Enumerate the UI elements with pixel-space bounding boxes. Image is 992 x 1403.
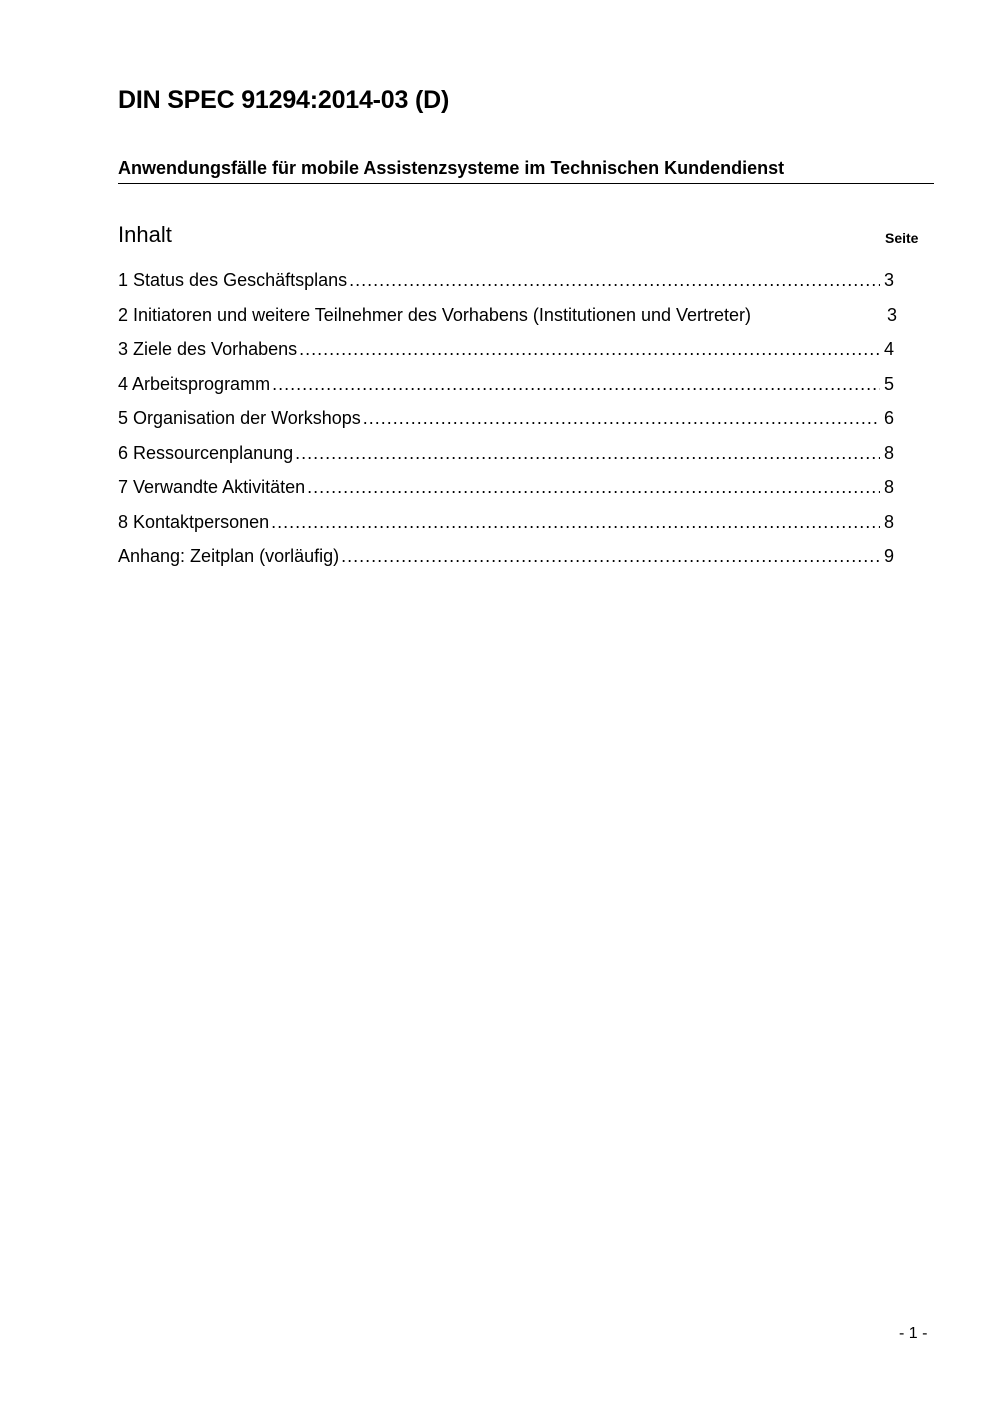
toc-entry-title: 1 Status des Geschäftsplans [118,270,348,290]
toc-entry-page: 8 [883,511,894,532]
toc-entry-verwandte-aktivitaeten[interactable] [118,475,894,510]
toc-dot-leader [271,510,880,534]
toc-entry-ressourcenplanung[interactable] [118,441,894,476]
toc-entry-title: 5 Organisation der Workshops [118,408,361,428]
toc-entry-title: 2 Initiatoren und weitere Teilnehmer des Vorhabens (Institutionen und Vertreter) [118,304,752,325]
toc-entry-arbeitsprogramm[interactable] [118,372,894,407]
toc-entry-title: 7 Verwandte Aktivitäten [118,477,306,497]
toc-entry-page: 6 [883,408,894,428]
toc-entry-title: 4 Arbeitsprogramm [118,373,271,394]
toc-entry-page: 3 [883,270,894,290]
toc-entry-page: 5 [883,373,894,394]
document-subtitle: Anwendungsfälle für mobile Assistenzsysteme im Technischen Kundendienst [118,158,785,178]
toc-page-column-label: Seite [885,230,919,246]
toc-dot-leader [299,337,880,361]
toc-dot-leader [295,441,880,465]
toc-entry-ziele[interactable] [118,337,894,372]
toc-dot-leader [363,406,880,430]
document-id: DIN SPEC 91294:2014-03 (D) [118,86,450,114]
toc-entry-initiatoren[interactable] [118,303,897,338]
page-number: - 1 - [899,1325,928,1342]
toc-dot-leader [341,544,880,568]
toc-entry-title: 6 Ressourcenplanung [118,442,294,463]
toc-entry-page: 8 [883,477,894,497]
toc-dot-leader [307,475,880,499]
toc-dot-leader [349,268,880,292]
toc-entry-anhang-zeitplan[interactable] [118,544,894,579]
toc-dot-leader [272,372,880,396]
subtitle-divider [118,183,934,184]
toc-entry-page: 9 [883,546,894,566]
toc-entry-workshops[interactable] [118,406,894,441]
toc-entry-title: 3 Ziele des Vorhabens [118,339,298,359]
toc-entry-title: Anhang: Zeitplan (vorläufig) [118,546,340,566]
table-of-contents [118,268,897,579]
toc-entry-title: 8 Kontaktpersonen [118,511,270,532]
toc-entry-page: 8 [883,442,894,463]
toc-entry-page: 4 [883,339,894,359]
toc-entry-status[interactable] [118,268,894,303]
toc-entry-page: 3 [886,304,897,325]
toc-heading: Inhalt [118,222,172,247]
toc-entry-kontaktpersonen[interactable] [118,510,894,545]
